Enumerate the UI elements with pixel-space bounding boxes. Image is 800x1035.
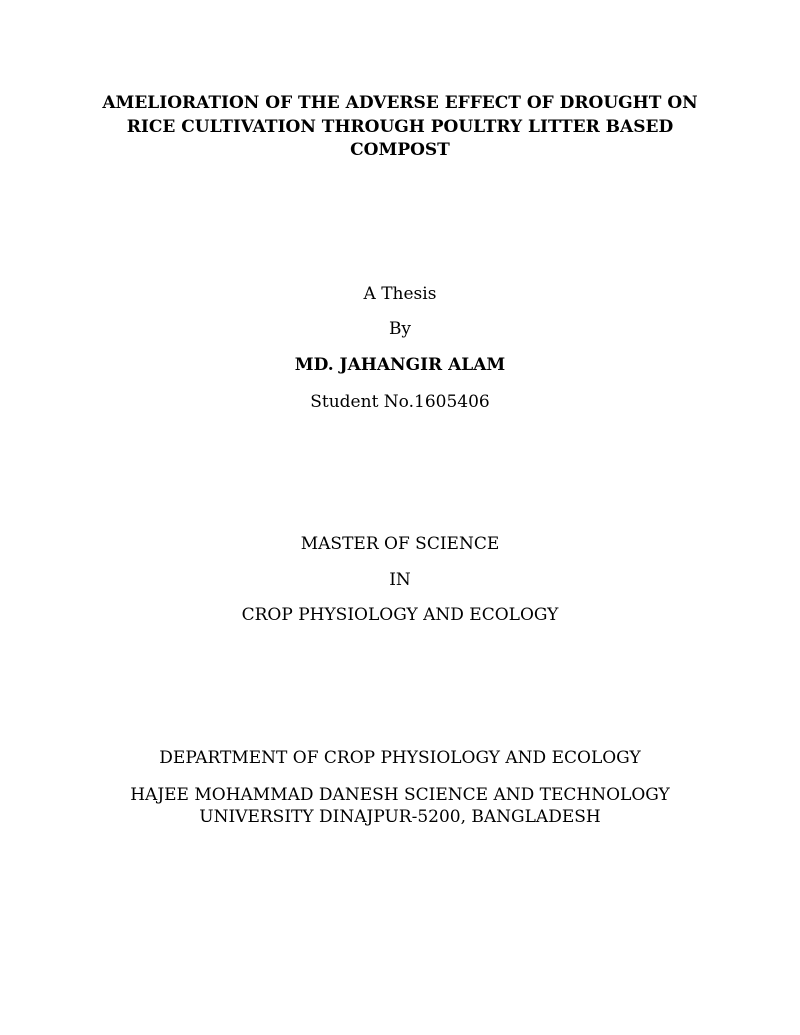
thesis-title — [60, 92, 740, 163]
by-label: By — [388, 319, 412, 339]
degree-name: MASTER OF SCIENCE — [300, 534, 500, 554]
degree-field: CROP PHYSIOLOGY AND ECOLOGY — [241, 605, 559, 625]
department-name: DEPARTMENT OF CROP PHYSIOLOGY AND ECOLOGY — [159, 748, 641, 768]
thesis-title-line-2: RICE CULTIVATION THROUGH POULTRY LITTER BASED — [126, 116, 674, 137]
thesis-title-line-1: AMELIORATION OF THE ADVERSE EFFECT OF DROUGHT ON — [102, 93, 698, 113]
thesis-label: A Thesis — [363, 284, 437, 304]
university-line-1: HAJEE MOHAMMAD DANESH SCIENCE AND TECHNOLOGY — [130, 785, 670, 805]
student-number: Student No.1605406 — [310, 392, 490, 412]
degree-connector: IN — [389, 570, 411, 590]
thesis-title-line-3: COMPOST — [350, 140, 450, 160]
university-name — [60, 784, 740, 828]
university-line-2: UNIVERSITY DINAJPUR-5200, BANGLADESH — [199, 807, 601, 827]
author-name: MD. JAHANGIR ALAM — [294, 355, 506, 375]
